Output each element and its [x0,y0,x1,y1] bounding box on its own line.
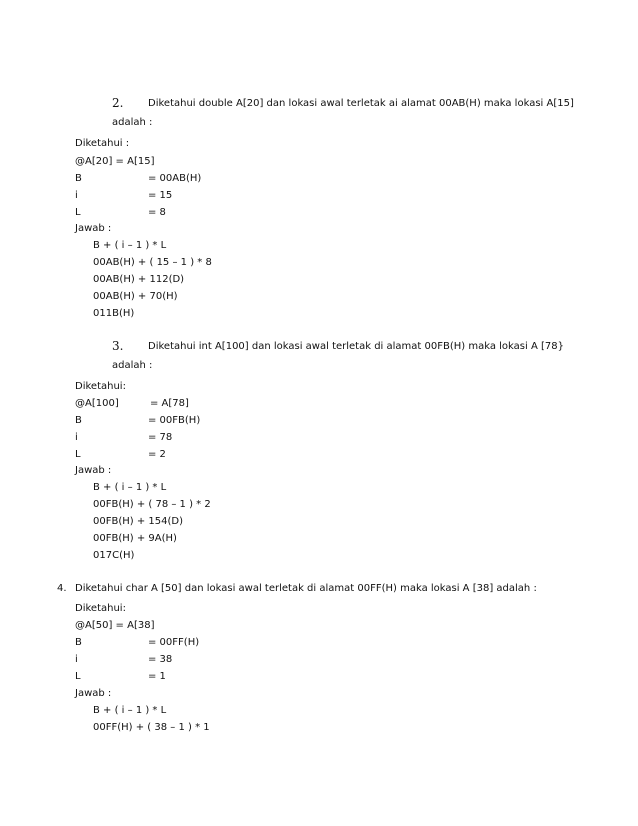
q3-question: Diketahui int A[100] dan lokasi awal terletak di alamat 00FB(H) maka lokasi A [78} [148,341,564,352]
q3-b-value: = 00FB(H) [148,415,201,426]
q3-diketahui: Diketahui: [75,381,126,392]
q4-i-label: i [75,654,78,665]
q4-jawab: Jawab : [75,688,112,699]
q3-step: 00FB(H) + 9A(H) [93,533,177,544]
q3-at-left: @A[100] [75,398,119,409]
q2-jawab: Jawab : [75,223,112,234]
q4-diketahui: Diketahui: [75,603,126,614]
q2-adalah: adalah : [112,117,153,128]
q4-step: 00FF(H) + ( 38 – 1 ) * 1 [93,722,210,733]
q3-step: B + ( i – 1 ) * L [93,482,167,493]
q4-i-value: = 38 [148,654,173,665]
q2-l-value: = 8 [148,207,166,218]
q4-l-label: L [75,671,81,682]
q3-at-right: = A[78] [150,398,189,409]
q2-question: Diketahui double A[20] dan lokasi awal terletak ai alamat 00AB(H) maka lokasi A[15] [148,98,574,109]
q3-l-value: = 2 [148,449,166,460]
q2-step: 00AB(H) + ( 15 – 1 ) * 8 [93,257,212,268]
q3-adalah: adalah : [112,360,153,371]
q2-at: @A[20] = A[15] [75,156,155,167]
q3-i-value: = 78 [148,432,173,443]
q2-diketahui: Diketahui : [75,138,130,149]
q4-l-value: = 1 [148,671,166,682]
q3-l-label: L [75,449,81,460]
q2-step: 00AB(H) + 112(D) [93,274,185,285]
q3-step: 017C(H) [93,550,135,561]
q2-l-label: L [75,207,81,218]
q3-step: 00FB(H) + 154(D) [93,516,183,527]
q2-b-value: = 00AB(H) [148,173,202,184]
q3-jawab: Jawab : [75,465,112,476]
q2-number: 2. [112,96,124,110]
q4-number: 4. [57,583,67,594]
q4-b-label: B [75,637,82,648]
q2-b-label: B [75,173,82,184]
q3-i-label: i [75,432,78,443]
q4-b-value: = 00FF(H) [148,637,200,648]
q4-question: Diketahui char A [50] dan lokasi awal terletak di alamat 00FF(H) maka lokasi A [38] adalah : [75,583,537,594]
q2-i-label: i [75,190,78,201]
q2-step: 011B(H) [93,308,135,319]
q2-step: 00AB(H) + 70(H) [93,291,178,302]
q3-number: 3. [112,339,124,353]
q3-b-label: B [75,415,82,426]
q3-step: 00FB(H) + ( 78 – 1 ) * 2 [93,499,211,510]
q4-step: B + ( i – 1 ) * L [93,705,167,716]
q4-at: @A[50] = A[38] [75,620,155,631]
q2-step: B + ( i – 1 ) * L [93,240,167,251]
q2-i-value: = 15 [148,190,173,201]
